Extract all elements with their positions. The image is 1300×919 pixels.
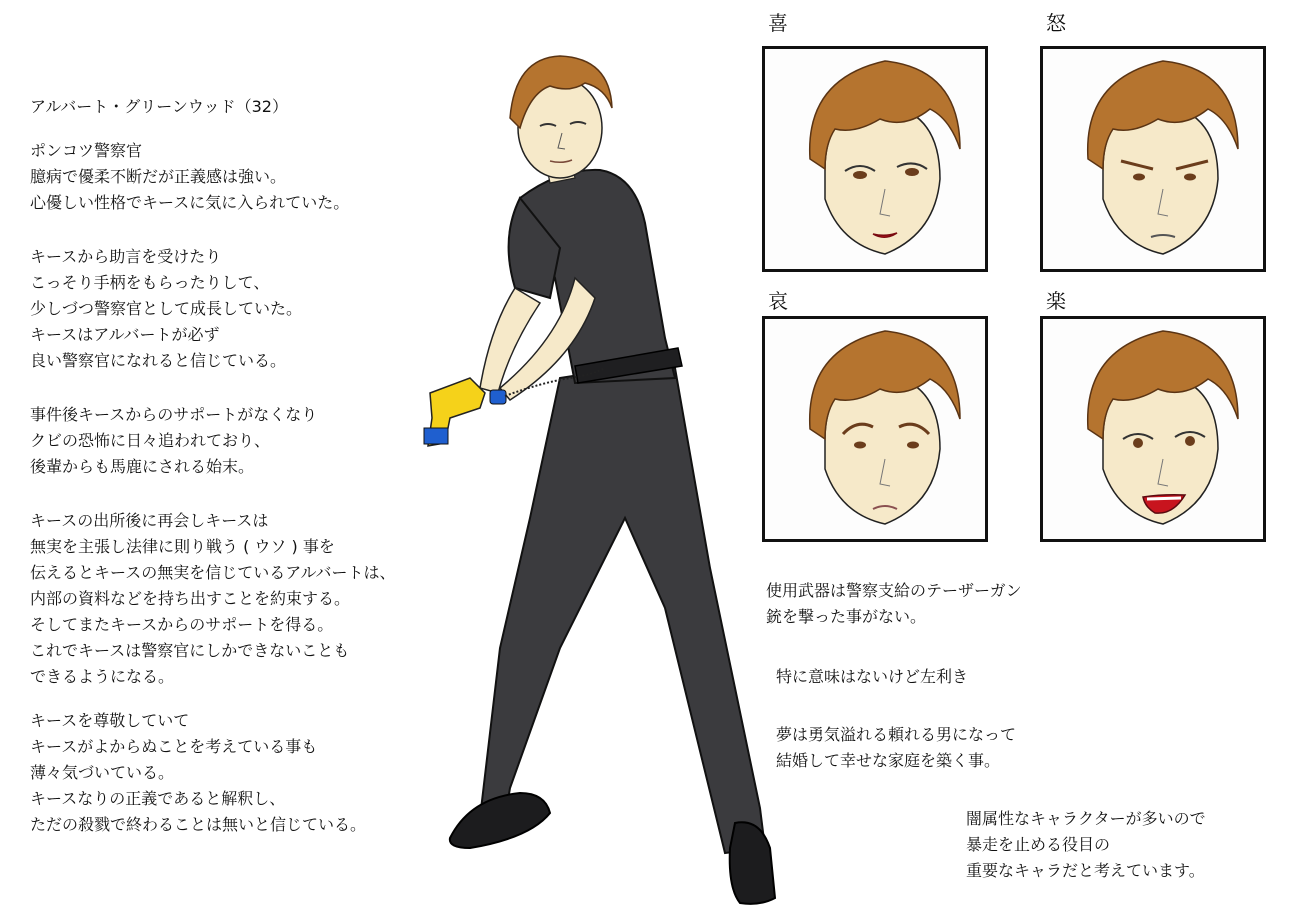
- text-line: できるようになる。: [30, 667, 175, 686]
- reunion-paragraph: [30, 508, 395, 690]
- text-line: 内部の資料などを持ち出すことを約束する。: [30, 589, 351, 608]
- text-line: 事件後キースからのサポートがなくなり: [30, 405, 318, 424]
- text-line: 臆病で優柔不断だが正義感は強い。: [30, 167, 287, 186]
- intro-paragraph: [30, 138, 349, 216]
- text-line: 夢は勇気溢れる頼れる男になって: [776, 725, 1017, 744]
- text-line: そしてまたキースからのサポートを得る。: [30, 615, 334, 634]
- text-line: 心優しい性格でキースに気に入られていた。: [30, 193, 350, 212]
- text-line: 重要なキャラだと考えています。: [966, 861, 1205, 880]
- after-incident-paragraph: [30, 402, 317, 480]
- sorrow-face-illustration: [765, 319, 985, 539]
- expression-panel-sorrow: [762, 316, 988, 542]
- text-line: キースはアルバートが必ず: [30, 325, 220, 344]
- role-note: [966, 806, 1206, 884]
- text-line: キースから助言を受けたり: [30, 247, 222, 266]
- text-line: キースの出所後に再会しキースは: [30, 511, 269, 530]
- text-line: 無実を主張し法律に則り戦う ( ウソ ) 事を: [30, 537, 335, 556]
- text-line: こっそり手柄をもらったりして、: [30, 273, 270, 292]
- fun-face-illustration: [1043, 319, 1263, 539]
- text-line: 結婚して幸せな家庭を築く事。: [776, 751, 1001, 770]
- joy-face-illustration: [765, 49, 985, 269]
- text-line: 銃を撃った事がない。: [766, 607, 927, 626]
- text-line: 使用武器は警察支給のテーザーガン: [766, 581, 1022, 600]
- growth-paragraph: [30, 244, 302, 374]
- expression-label-anger: 怒: [1046, 11, 1066, 35]
- text-line: ただの殺戮で終わることは無いと信じている。: [30, 815, 367, 834]
- dream-note: [776, 722, 1016, 774]
- anger-face-illustration: [1043, 49, 1263, 269]
- text-line: 闇属性なキャラクターが多いので: [966, 809, 1206, 828]
- character-name: アルバート・グリーンウッド（32）: [30, 97, 288, 116]
- text-line: 良い警察官になれると信じている。: [30, 351, 287, 370]
- text-line: ポンコツ警察官: [30, 141, 143, 160]
- text-line: 薄々気づいている。: [30, 763, 175, 782]
- expression-panel-joy: [762, 46, 988, 272]
- expression-panel-fun: [1040, 316, 1266, 542]
- expression-panel-anger: [1040, 46, 1266, 272]
- text-line: 後輩からも馬鹿にされる始末。: [30, 457, 255, 476]
- text-line: クビの恐怖に日々追われており、: [30, 431, 271, 450]
- text-line: 伝えるとキースの無実を信じているアルバートは、: [30, 563, 396, 582]
- text-line: キースを尊敬していて: [30, 711, 190, 730]
- text-line: キースなりの正義であると解釈し、: [30, 789, 286, 808]
- expression-label-fun: 楽: [1046, 289, 1066, 313]
- text-line: キースがよからぬことを考えている事も: [30, 737, 318, 756]
- expression-label-joy: 喜: [768, 11, 788, 35]
- weapon-note: [766, 578, 1022, 630]
- left-handed-note: [776, 664, 968, 690]
- expression-label-sorrow: 哀: [768, 289, 788, 313]
- text-line: 暴走を止める役目の: [966, 835, 1111, 854]
- text-line: 少しづつ警察官として成長していた。: [30, 299, 303, 318]
- respect-paragraph: [30, 708, 366, 838]
- text-line: これでキースは警察官にしかできないことも: [30, 641, 350, 660]
- character-full-body-illustration: [410, 48, 790, 908]
- text-line: 特に意味はないけど左利き: [776, 667, 969, 686]
